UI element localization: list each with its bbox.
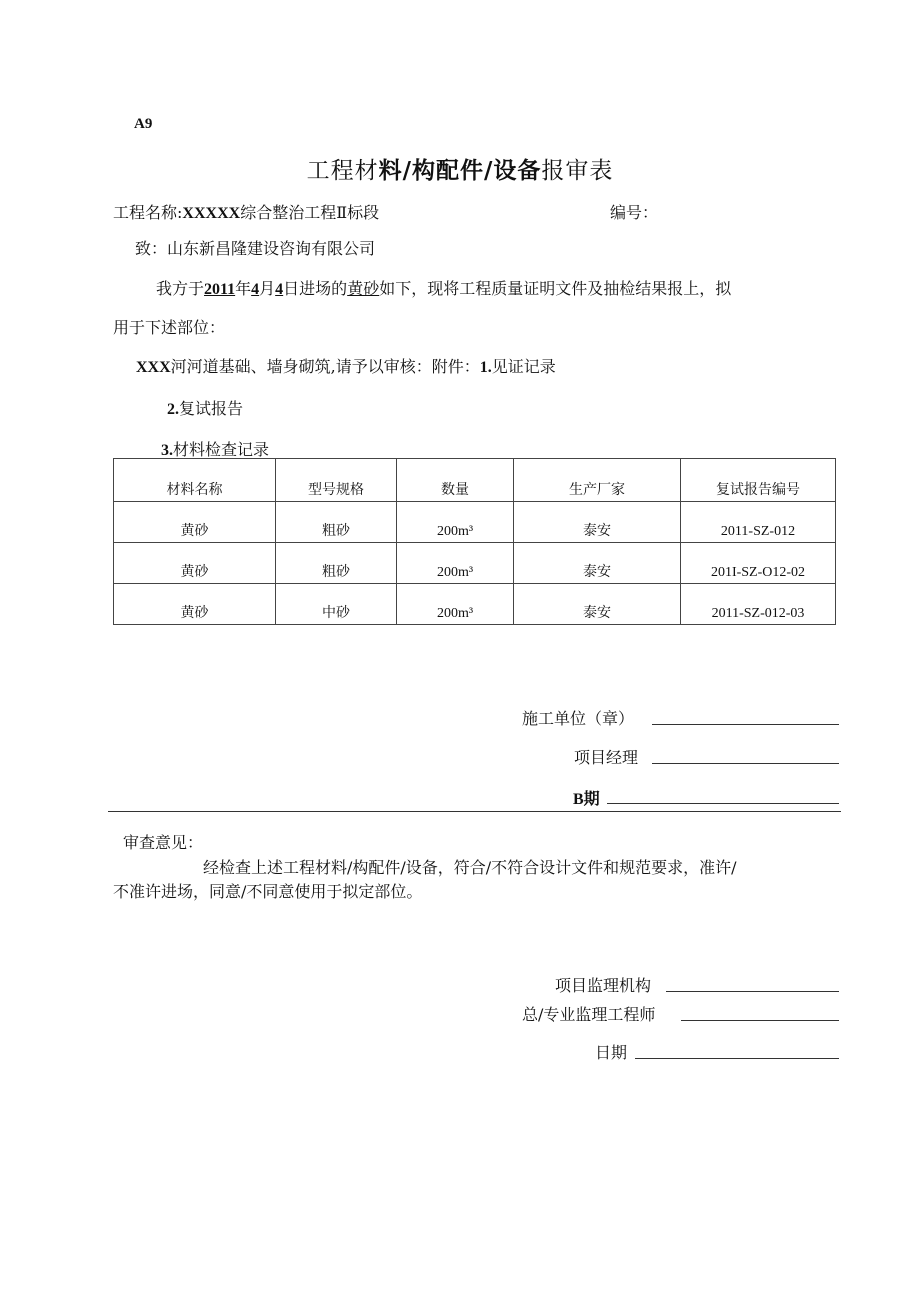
cell-report-number: 201I-SZ-O12-02 — [681, 543, 836, 584]
attachment-2-text: 复试报告 — [179, 399, 244, 418]
table-row — [114, 543, 836, 584]
cell-material-name: 黄砂 — [114, 502, 276, 543]
table-row — [114, 502, 836, 543]
title-part-2: 料/构配件/设备 — [378, 157, 542, 184]
header-spec: 型号规格 — [276, 459, 397, 502]
header-quantity: 数量 — [397, 459, 514, 502]
cell-report-number: 2011-SZ-012-03 — [681, 584, 836, 625]
cell-quantity: 200m³ — [397, 543, 514, 584]
contractor-unit-label: 施工单位（章） — [522, 709, 635, 728]
cell-material-name: 黄砂 — [114, 543, 276, 584]
supervision-engineer-label: 总/专业监理工程师 — [522, 1005, 656, 1024]
cell-manufacturer: 泰安 — [514, 502, 681, 543]
contractor-unit-signature-line[interactable] — [652, 724, 839, 725]
form-code: A9 — [134, 116, 153, 132]
number-label: 编号： — [610, 203, 659, 222]
body-text: 如下，现将工程质量证明文件及抽检结果报上，拟 — [379, 279, 732, 298]
cell-material-name: 黄砂 — [114, 584, 276, 625]
title-part-1: 工程材 — [306, 158, 379, 184]
material-table — [113, 458, 836, 625]
supervision-org-label: 项目监理机构 — [555, 976, 652, 995]
review-text-line2: 不准许进场，同意/不同意使用于拟定部位。 — [113, 882, 423, 901]
body-paragraph-1 — [156, 276, 731, 299]
attachment-3 — [161, 437, 269, 460]
header-material-name: 材料名称 — [114, 459, 276, 502]
supervision-org-signature-line[interactable] — [666, 991, 839, 992]
review-text-line1: 经检查上述工程材料/构配件/设备，符合/不符合设计文件和规范要求，准许/ — [203, 858, 737, 877]
body-text: 我方于 — [156, 279, 205, 298]
supervision-engineer-signature-line[interactable] — [681, 1020, 839, 1021]
supervision-date-line[interactable] — [635, 1058, 839, 1059]
cell-spec: 粗砂 — [276, 543, 397, 584]
contractor-date-text: B期 — [573, 791, 600, 808]
day-value: 4 — [275, 281, 284, 298]
material-value: 黄砂 — [347, 279, 380, 298]
body-paragraph-1-line2: 用于下述部位： — [113, 318, 226, 337]
cell-manufacturer: 泰安 — [514, 543, 681, 584]
attachment-1-text: 见证记录 — [491, 357, 556, 376]
page-title — [0, 152, 920, 185]
section-divider — [108, 811, 841, 812]
header-manufacturer: 生产厂家 — [514, 459, 681, 502]
attachment-2 — [167, 396, 243, 419]
project-name-bold: XXXXX — [182, 205, 241, 222]
year-value: 2011 — [204, 281, 236, 298]
body-text: 年 — [235, 279, 252, 298]
review-label: 审查意见： — [123, 833, 204, 852]
cell-spec: 粗砂 — [276, 502, 397, 543]
contractor-date-label — [573, 786, 600, 809]
cell-quantity: 200m³ — [397, 502, 514, 543]
month-value: 4 — [251, 281, 260, 298]
project-name-line — [113, 200, 379, 223]
project-name-label: 工程名称: — [113, 203, 183, 222]
body-paragraph-2 — [136, 354, 556, 377]
recipient: 致：山东新昌隆建设咨询有限公司 — [135, 239, 376, 258]
location-bold: XXX — [136, 359, 171, 376]
location-rest: 河河道基础、墙身砌筑,请予以审核：附件： — [170, 357, 480, 376]
table-header-row — [114, 459, 836, 502]
attachment-1-number: 1. — [479, 359, 492, 376]
body-text: 月 — [259, 279, 276, 298]
project-manager-signature-line[interactable] — [652, 763, 839, 764]
cell-manufacturer: 泰安 — [514, 584, 681, 625]
supervision-date-label: 日期 — [595, 1043, 628, 1062]
contractor-date-line[interactable] — [607, 803, 839, 804]
project-name-rest: 综合整治工程Ⅱ标段 — [240, 203, 380, 222]
attachment-3-text: 材料检查记录 — [173, 440, 270, 459]
title-part-3: 报审表 — [541, 158, 614, 184]
cell-spec: 中砂 — [276, 584, 397, 625]
cell-report-number: 2011-SZ-012 — [681, 502, 836, 543]
project-manager-label: 项目经理 — [574, 748, 639, 767]
header-report-number: 复试报告编号 — [681, 459, 836, 502]
attachment-2-number: 2. — [167, 401, 179, 418]
body-text: 日进场的 — [283, 279, 348, 298]
contractor-unit-line — [522, 706, 634, 729]
attachment-3-number: 3. — [161, 442, 173, 459]
table-row — [114, 584, 836, 625]
cell-quantity: 200m³ — [397, 584, 514, 625]
